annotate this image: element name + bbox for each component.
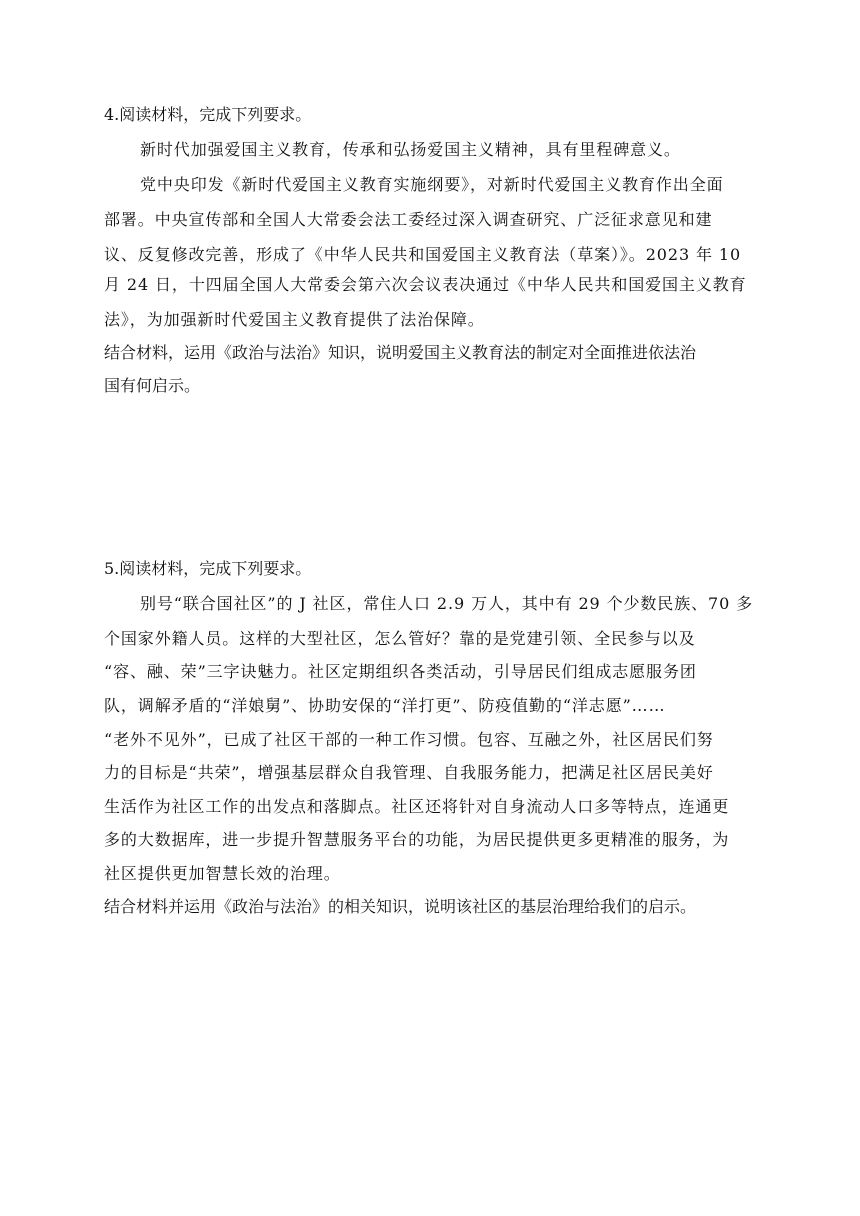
question-4-paragraph-2-line-4: 月 24 日，十四届全国人大常委会第六次会议表决通过《中华人民共和国爱国主义教育	[104, 275, 747, 294]
question-5-prompt: 结合材料并运用《政治与法治》的相关知识，说明该社区的基层治理给我们的启示。	[104, 897, 697, 916]
question-4-heading: 4.阅读材料，完成下列要求。	[104, 105, 312, 124]
question-4-paragraph-2-line-2: 部署。中央宣传部和全国人大常委会法工委经过深入调查研究、广泛征求意见和建	[104, 210, 713, 229]
question-4-paragraph-2-line-5: 法》，为加强新时代爱国主义教育提供了法治保障。	[104, 310, 485, 329]
question-5-paragraph-line-7: 生活作为社区工作的出发点和落脚点。社区还将针对自身流动人口多等特点，连通更	[104, 797, 730, 816]
question-4-prompt-line-1: 结合材料，运用《政治与法治》知识，说明爱国主义教育法的制定对全面推进依法治	[104, 343, 697, 362]
question-5-paragraph-line-6: 力的目标是“共荣”，增强基层群众自我管理、自我服务能力，把满足社区居民美好	[104, 763, 714, 782]
question-5-paragraph-line-4: 队，调解矛盾的“洋娘舅”、协助安保的“洋打更”、防疫值勤的“洋志愿”……	[104, 696, 666, 715]
question-5-paragraph-line-8: 多的大数据库，进一步提升智慧服务平台的功能，为居民提供更多更精准的服务，为	[104, 830, 730, 849]
question-5-heading: 5.阅读材料，完成下列要求。	[104, 559, 312, 578]
question-5-paragraph-line-5: “老外不见外”，已成了社区干部的一种工作习惯。包容、互融之外，社区居民们努	[104, 730, 714, 749]
question-5-paragraph-line-9: 社区提供更加智慧长效的治理。	[104, 864, 341, 883]
question-5-paragraph-line-1: 别号“联合国社区”的 J 社区，常住人口 2.9 万人，其中有 29 个少数民族、70 多	[140, 594, 754, 613]
question-5-paragraph-line-2: 个国家外籍人员。这样的大型社区，怎么管好？靠的是党建引领、全民参与以及	[104, 629, 696, 648]
question-4-paragraph-1: 新时代加强爱国主义教育，传承和弘扬爱国主义精神，具有里程碑意义。	[140, 140, 681, 159]
question-4-prompt-line-2: 国有何启示。	[104, 376, 201, 395]
question-5-paragraph-line-3: “容、融、荣”三字诀魅力。社区定期组织各类活动，引导居民们组成志愿服务团	[104, 662, 697, 681]
question-4-paragraph-2-line-1: 党中央印发《新时代爱国主义教育实施纲要》，对新时代爱国主义教育作出全面	[140, 175, 724, 194]
question-4-paragraph-2-line-3: 议、反复修改完善，形成了《中华人民共和国爱国主义教育法（草案）》。2023 年 10	[104, 245, 742, 264]
